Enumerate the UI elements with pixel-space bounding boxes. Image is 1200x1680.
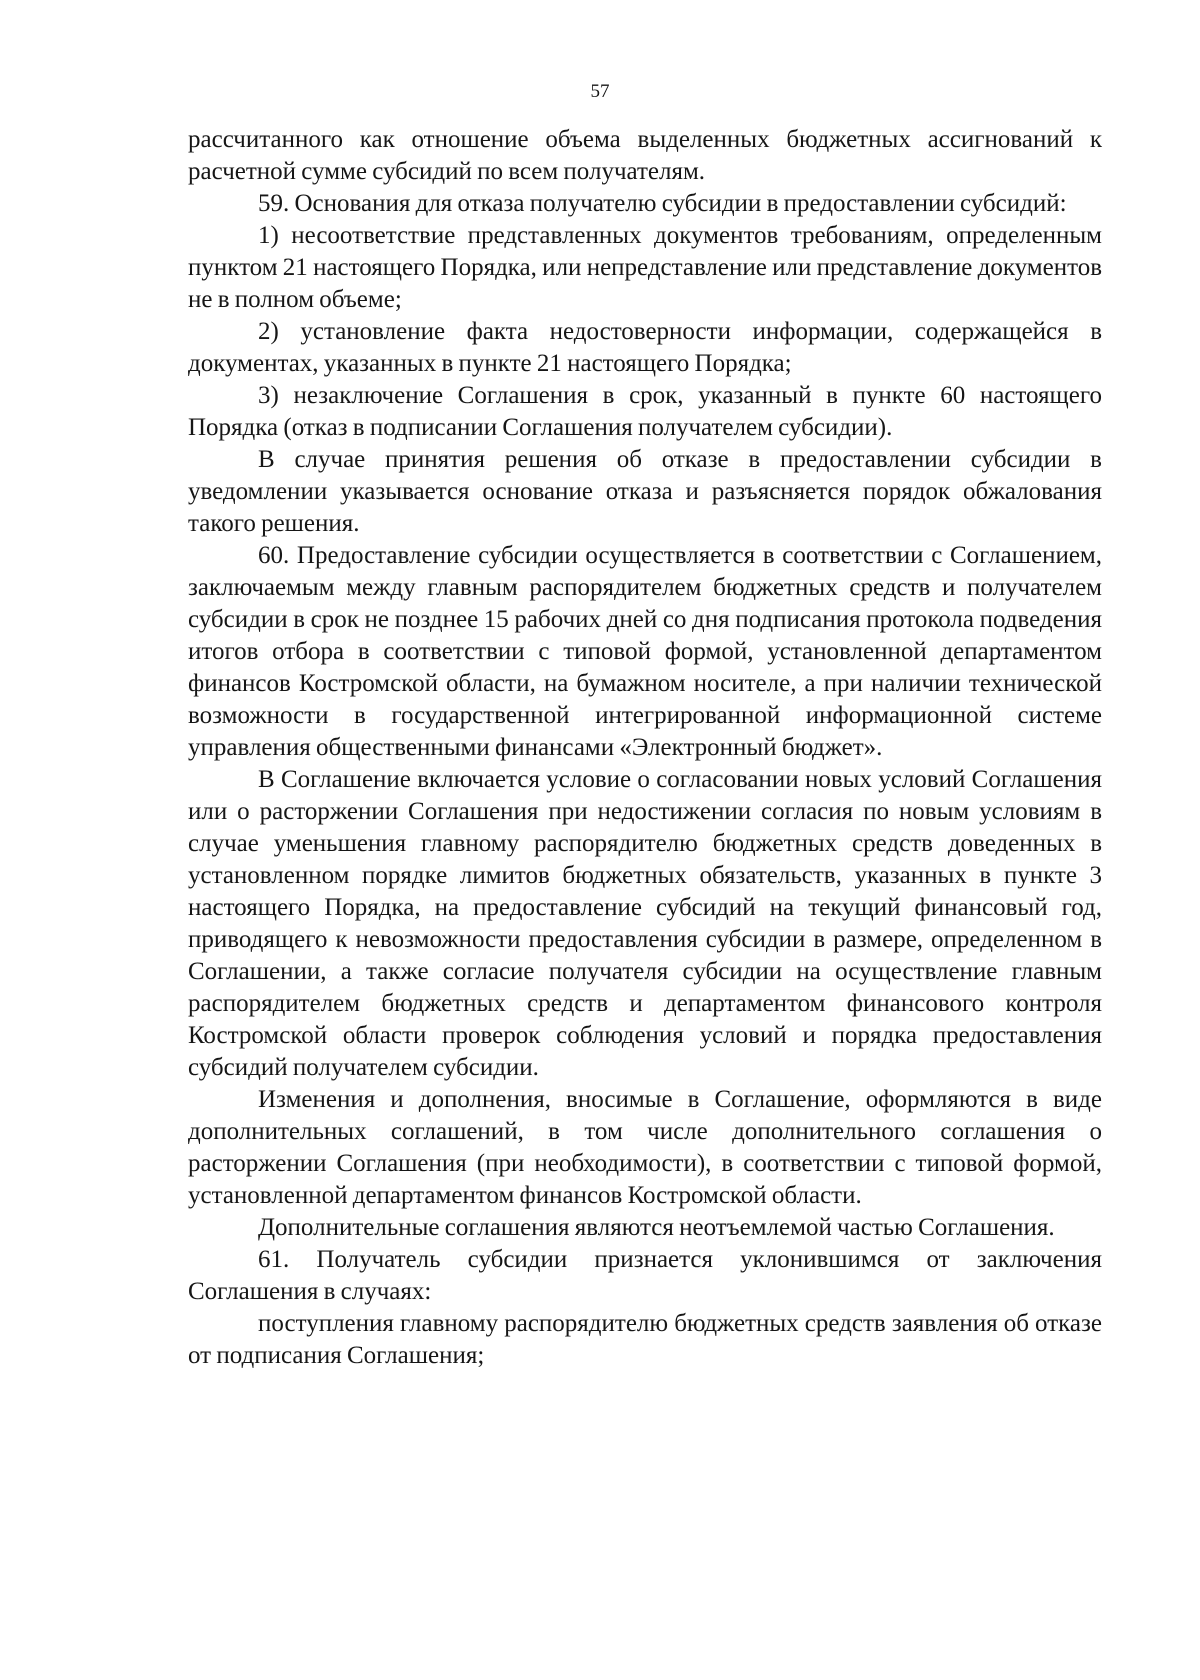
document-body	[188, 124, 1102, 1372]
paragraph-refusal-notice: В случае принятия решения об отказе в предоставлении субсидии в уведомлении указывается основание отказа и разъясняется порядок обжалования такого решения.	[188, 446, 1102, 537]
paragraph-59-item-3: 3) незаключение Соглашения в срок, указанный в пункте 60 настоящего Порядка (отказ в подписании Соглашения получателем субсидии).	[188, 382, 1102, 441]
paragraph-agreement-conditions: В Соглашение включается условие о согласовании новых условий Соглашения или о расторжении Соглашения при недостижении согласия по новым условиям в случае уменьшения главному распорядителю бюджетных средств доведенных в установленном порядке лимитов бюджетных обязательств, указанных в пункте 3 настоящего Порядка, на предоставление субсидий на текущий финансовый год, приводящего к невозможности предоставления субсидии в размере, определенном в Соглашении, а также согласие получателя субсидии на осуществление главным распорядителем бюджетных средств и департаментом финансового контроля Костромской области проверок соблюдения условий и порядка предоставления субсидий получателем субсидии.	[188, 766, 1102, 1081]
paragraph-amendments: Изменения и дополнения, вносимые в Соглашение, оформляются в виде дополнительных соглашений, в том числе дополнительного соглашения о расторжении Соглашения (при необходимости), в соответствии с типовой формой, установленной департаментом финансов Костромской области.	[188, 1086, 1102, 1209]
paragraph-59: 59. Основания для отказа получателю субсидии в предоставлении субсидий:	[258, 190, 1067, 217]
paragraph-61-case: поступления главному распорядителю бюджетных средств заявления об отказе от подписания Соглашения;	[188, 1310, 1102, 1369]
paragraph-60: 60. Предоставление субсидии осуществляется в соответствии с Соглашением, заключаемым между главным распорядителем бюджетных средств и получателем субсидии в срок не позднее 15 рабочих дней со дня подписания протокола подведения итогов отбора в соответствии с типовой формой, установленной департаментом финансов Костромской области, на бумажном носителе, а при наличии технической возможности в государственной интегрированной информационной системе управления общественными финансами «Электронный бюджет».	[188, 542, 1102, 761]
paragraph-continuation: рассчитанного как отношение объема выделенных бюджетных ассигнований к расчетной сумме субсидий по всем получателям.	[188, 126, 1102, 185]
paragraph-59-item-2: 2) установление факта недостоверности информации, содержащейся в документах, указанных в пункте 21 настоящего Порядка;	[188, 318, 1102, 377]
paragraph-59-item-1: 1) несоответствие представленных документов требованиям, определенным пунктом 21 настоящего Порядка, или непредставление или представление документов не в полном объеме;	[188, 222, 1102, 313]
page-number: 57	[590, 81, 610, 102]
paragraph-additional-agreements: Дополнительные соглашения являются неотъемлемой частью Соглашения.	[258, 1214, 1055, 1241]
paragraph-61: 61. Получатель субсидии признается уклонившимся от заключения Соглашения в случаях:	[188, 1246, 1102, 1305]
